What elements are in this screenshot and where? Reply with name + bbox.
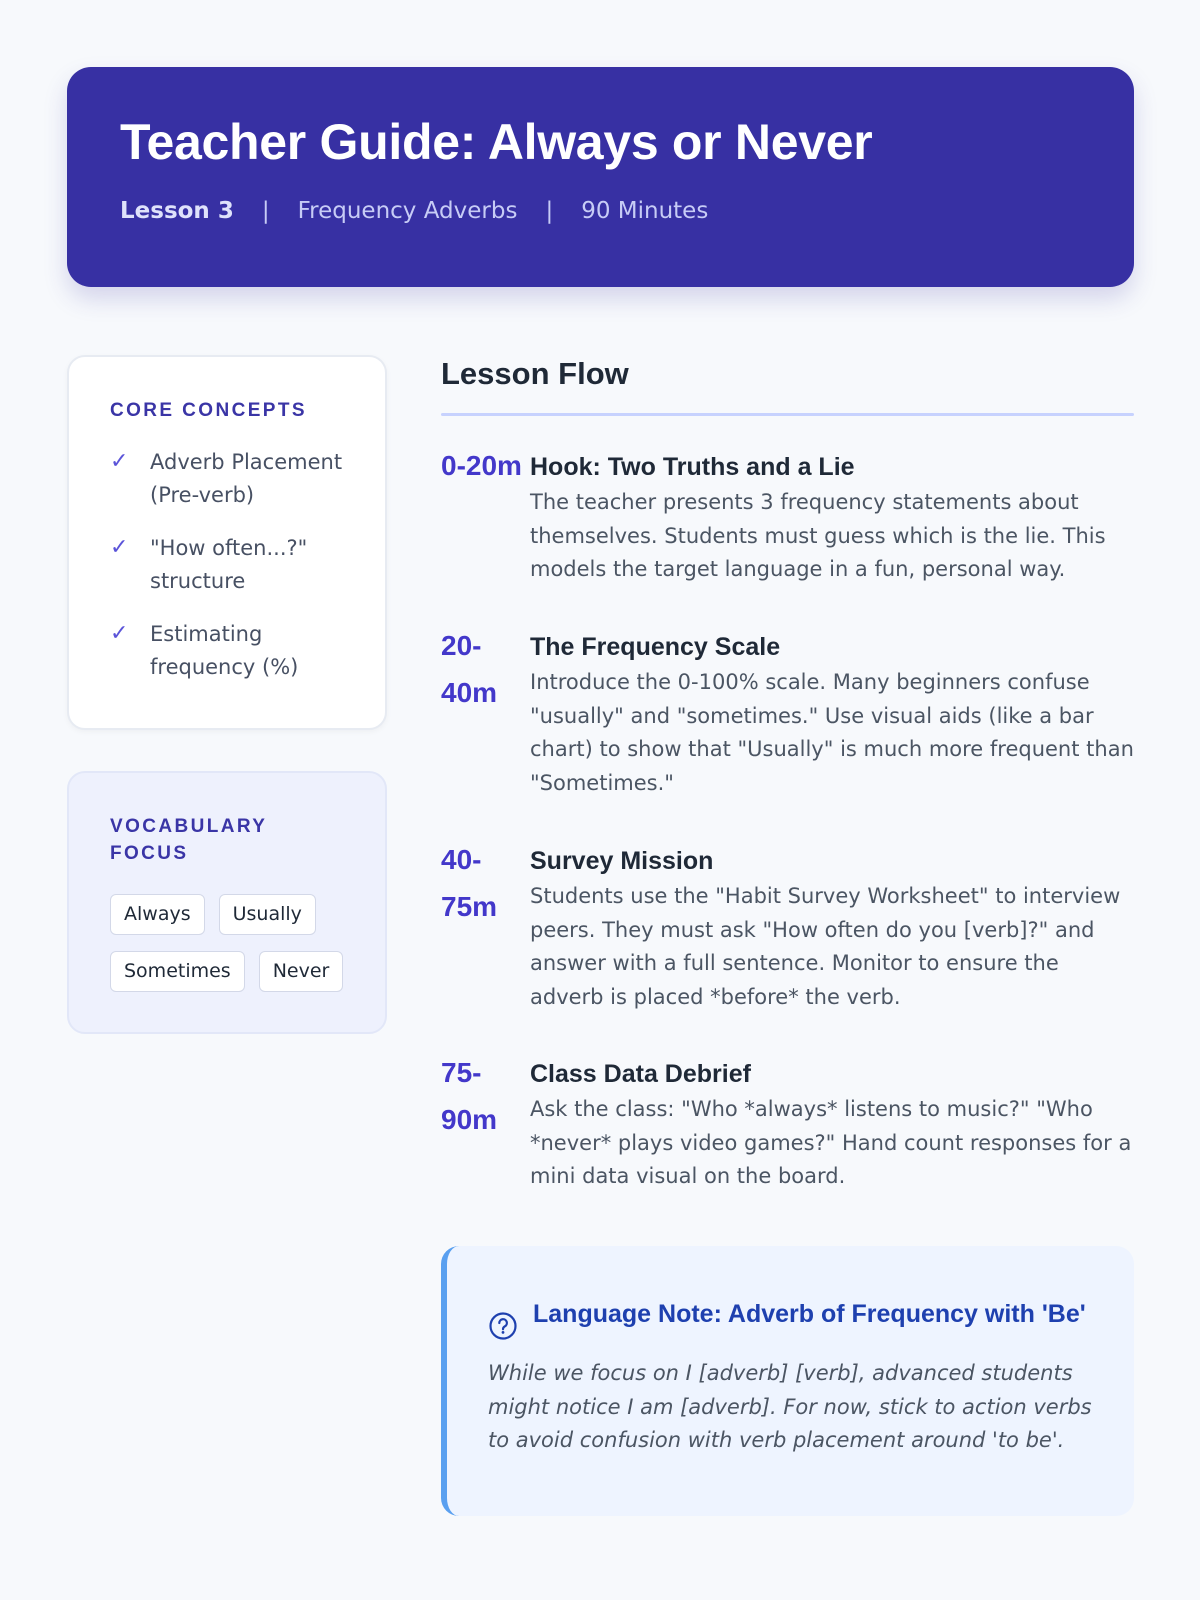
vocab-tag: Never bbox=[259, 951, 344, 992]
lesson-flow-title: Lesson Flow bbox=[441, 356, 629, 391]
header-banner bbox=[67, 67, 1134, 287]
checkmark-icon: ✓ bbox=[110, 621, 129, 646]
note-text: While we focus on I [adverb] [verb], advanced students might notice I am [adverb]. For now, stick to action verbs to avoid confusion with verb placement around 'to be'. bbox=[488, 1361, 1092, 1452]
flow-step bbox=[441, 451, 1134, 587]
step-title: The Frequency Scale bbox=[530, 633, 781, 661]
page-title: Teacher Guide: Always or Never bbox=[120, 114, 873, 170]
lesson-meta bbox=[120, 198, 1081, 224]
concept-text: Estimating frequency (%) bbox=[150, 622, 299, 679]
step-body bbox=[530, 451, 1134, 587]
concept-list bbox=[110, 446, 345, 684]
vocabulary-tags bbox=[110, 894, 345, 992]
lesson-number: Lesson 3 bbox=[120, 198, 234, 224]
vocab-tag: Usually bbox=[219, 894, 316, 935]
step-time: 20-40m bbox=[441, 630, 498, 708]
flow-step bbox=[441, 845, 1134, 1014]
lesson-topic: Frequency Adverbs bbox=[297, 198, 518, 224]
step-description: The teacher presents 3 frequency statements about themselves. Students must guess which is the lie. This models the target language in a fun, personal way. bbox=[530, 490, 1106, 581]
vocabulary-focus-card bbox=[67, 771, 387, 1034]
list-item bbox=[110, 446, 345, 512]
note-header bbox=[488, 1294, 1094, 1341]
list-item bbox=[110, 618, 345, 684]
step-description: Ask the class: "Who *always* listens to music?" "Who *never* plays video games?" Hand count responses for a mini data visual on the board. bbox=[530, 1097, 1132, 1188]
step-body bbox=[530, 1058, 1134, 1194]
flow-step bbox=[441, 631, 1134, 800]
step-body bbox=[530, 631, 1134, 800]
concept-text: "How often...?" structure bbox=[150, 536, 308, 593]
step-description: Students use the "Habit Survey Worksheet" to interview peers. They must ask "How often do you [verb]?" and answer with a full sentence. Monitor to ensure the adverb is placed *before* the verb. bbox=[530, 884, 1121, 1009]
step-title: Survey Mission bbox=[530, 847, 714, 875]
step-body bbox=[530, 845, 1134, 1014]
language-note bbox=[441, 1246, 1134, 1516]
core-concepts-card bbox=[67, 355, 387, 730]
note-title: Language Note: Adverb of Frequency with 'Be' bbox=[533, 1300, 1086, 1328]
meta-separator: | bbox=[261, 198, 270, 224]
lesson-duration: 90 Minutes bbox=[581, 198, 709, 224]
question-circle-icon bbox=[488, 1311, 518, 1341]
checkmark-icon: ✓ bbox=[110, 449, 129, 474]
step-time: 0-20m bbox=[441, 450, 522, 481]
concept-text: Adverb Placement (Pre-verb) bbox=[150, 450, 343, 507]
section-divider bbox=[441, 413, 1134, 416]
list-item bbox=[110, 532, 345, 598]
step-time: 40-75m bbox=[441, 844, 498, 922]
core-concepts-label: CORE CONCEPTS bbox=[110, 400, 307, 421]
step-title: Class Data Debrief bbox=[530, 1060, 751, 1088]
step-title: Hook: Two Truths and a Lie bbox=[530, 453, 855, 481]
vocabulary-focus-label: VOCABULARY FOCUS bbox=[110, 816, 268, 864]
vocab-tag: Always bbox=[110, 894, 205, 935]
step-description: Introduce the 0-100% scale. Many beginners confuse "usually" and "sometimes." Use visual aids (like a bar chart) to show that "Usually" is much more frequent than "Sometimes." bbox=[530, 670, 1134, 795]
vocab-tag: Sometimes bbox=[110, 951, 245, 992]
checkmark-icon: ✓ bbox=[110, 535, 129, 560]
flow-step bbox=[441, 1058, 1134, 1194]
meta-separator: | bbox=[545, 198, 554, 224]
step-time: 75-90m bbox=[441, 1057, 498, 1135]
